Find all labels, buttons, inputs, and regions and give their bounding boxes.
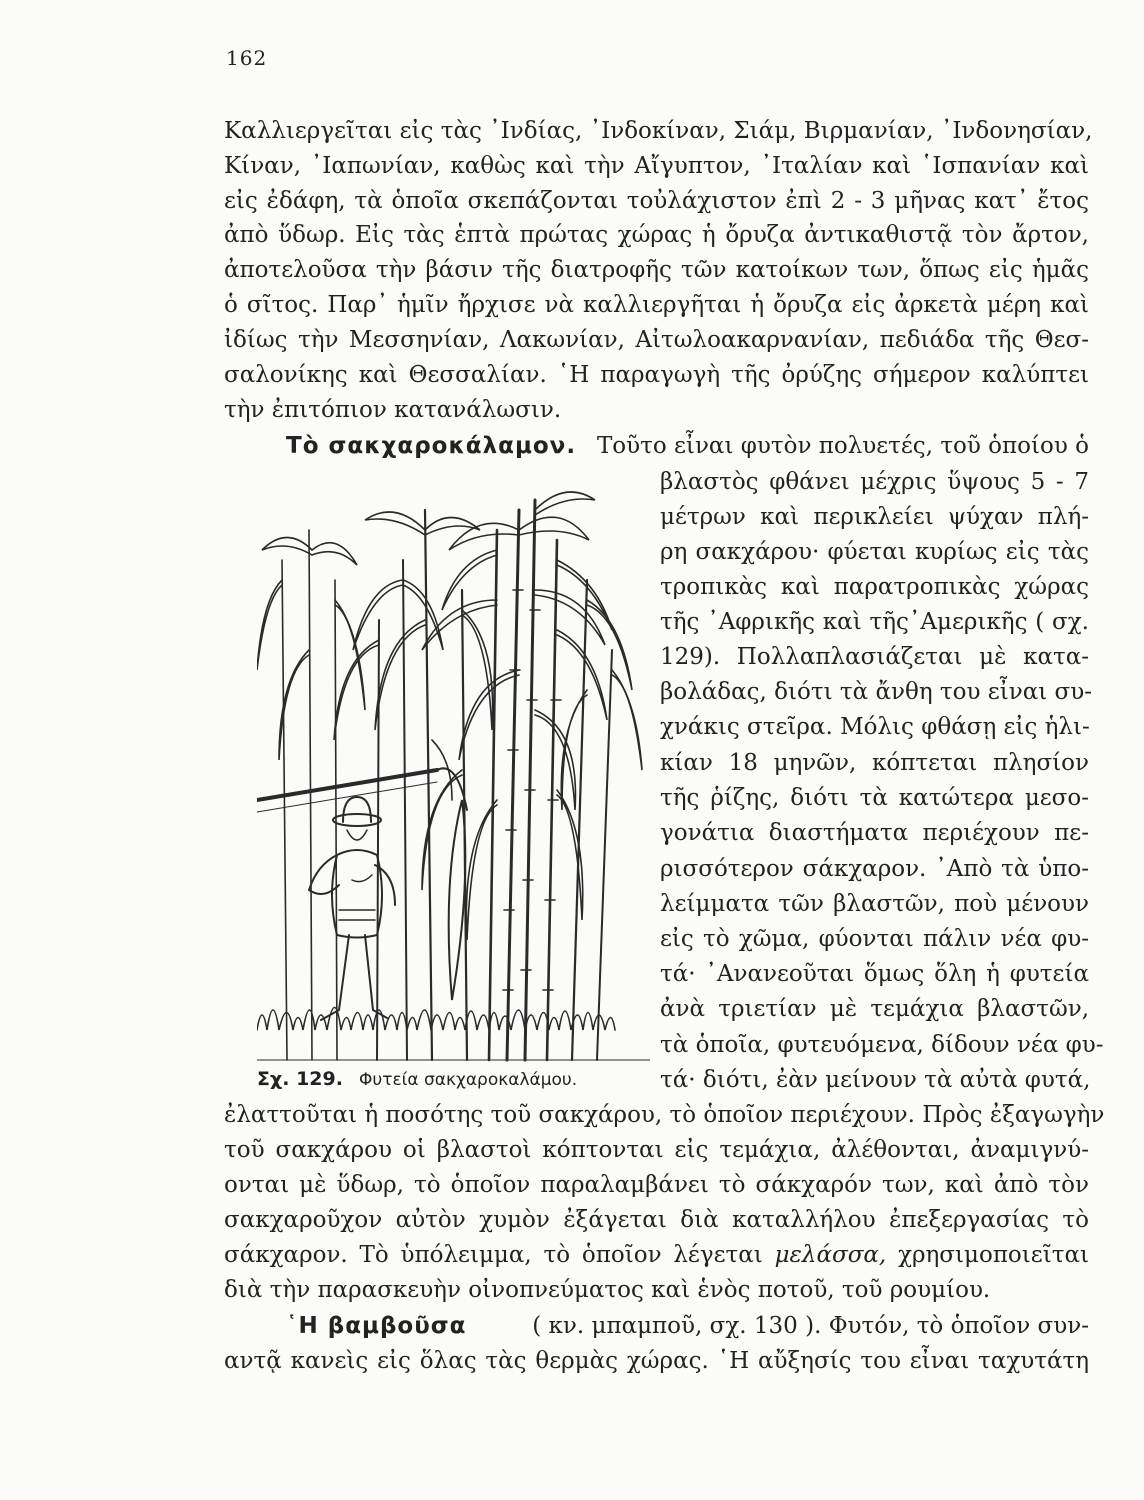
text-line: Καλλιεργεῖται εἰς τὰς ᾿Ινδίας, ᾿Ινδοκίναν, Σιάμ, Βιρμανίαν, ᾿Ινδονησίαν, (224, 118, 1093, 144)
side-text-line: ρη σακχάρου· φύεται κυρίως εἰς τὰς (660, 539, 1089, 565)
side-text-line: χνάκις στεῖρα. Μόλις φθάσῃ εἰς ἡλι- (660, 714, 1090, 740)
side-text-line: τῆς ῥίζης, διότι τὰ κατώτερα μεσο- (660, 785, 1089, 811)
sugarcane-illustration (257, 470, 650, 1065)
sugarcane-heading-line (224, 432, 1089, 460)
side-text-line: λείμματα τῶν βλαστῶν, ποὺ μένουν (660, 891, 1089, 917)
text-line: εἰς ἐδάφη, τὰ ὁποῖα σκεπάζονται τοὐλάχιστον ἐπὶ 2 - 3 μῆνας κατ᾿ ἔτος (224, 188, 1089, 214)
section-title-sugarcane: Τὸ σακχαροκάλαμον. (286, 433, 577, 459)
side-text-line: τά· διότι, ἐὰν μείνουν τὰ αὐτὰ φυτά, (660, 1067, 1091, 1093)
text-line: ὁ σῖτος. Παρ᾿ ἡμῖν ἤρχισε νὰ καλλιεργῆται ἡ ὄρυζα εἰς ἀρκετὰ μέρη καὶ (224, 292, 1089, 318)
text-segment: Τοῦτο εἶναι φυτὸν πολυετές, τοῦ ὁποίου ὁ (596, 433, 1089, 459)
side-text-line: τῆς ᾿Αφρικῆς καὶ τῆς᾿Αμερικῆς ( σχ. (660, 609, 1089, 635)
side-text-line: βολάδας, διότι τὰ ἄνθη του εἶναι συ- (660, 679, 1093, 705)
text-segment: χρησιμοποιεῖται (898, 1242, 1090, 1268)
side-text-line: γονάτια διαστήματα περιέχουν πε- (660, 820, 1089, 846)
text-line: αντᾷ κανεὶς εἰς ὅλας τὰς θερμὰς χώρας. ῾Η αὔξησίς του εἶναι ταχυτάτη (224, 1348, 1089, 1374)
text-segment: σάκχαρον. Τὸ ὑπόλειμμα, τὸ ὁποῖον λέγεται (224, 1242, 763, 1268)
text-line: ἰδίως τὴν Μεσσηνίαν, Λακωνίαν, Αἰτωλοακαρνανίαν, πεδιάδα τῆς Θεσ- (224, 327, 1089, 353)
text-line: Κίναν, ᾿Ιαπωνίαν, καθὼς καὶ τὴν Αἴγυπτον, ᾿Ιταλίαν καὶ ῾Ισπανίαν καὶ (224, 153, 1089, 179)
text-line: τὴν ἐπιτόπιον κατανάλωσιν. (224, 397, 562, 423)
page-number: 162 (226, 46, 268, 70)
text-line: τοῦ σακχάρου οἱ βλαστοὶ κόπτονται εἰς τεμάχια, ἀλέθονται, ἀναμιγνύ- (224, 1137, 1089, 1163)
side-text-line: βλαστὸς φθάνει μέχρις ὕψους 5 - 7 (660, 469, 1089, 495)
text-line: ἀπὸ ὕδωρ. Εἰς τὰς ἑπτὰ πρώτας χώρας ἡ ὄρυζα ἀντικαθιστᾷ τὸν ἄρτον, (224, 222, 1089, 248)
figure-caption-text: Φυτεία σακχαροκαλάμου. (359, 1070, 578, 1090)
text-line: ἐλαττοῦται ἡ ποσότης τοῦ σακχάρου, τὸ ὁποῖον περιέχουν. Πρὸς ἐξαγωγὴν (224, 1102, 1105, 1128)
side-text-line: μέτρων καὶ περικλείει ψύχαν πλή- (660, 504, 1089, 530)
figure-caption (257, 1068, 650, 1090)
text-line: διὰ τὴν παρασκευὴν οἰνοπνεύματος καὶ ἑνὸς ποτοῦ, τοῦ ρουμίου. (224, 1277, 991, 1303)
text-segment: ( κν. μπαμποῦ, σχ. 130 ). Φυτόν, τὸ ὁποῖον συν- (532, 1313, 1089, 1339)
side-text-line: ἀνὰ τριετίαν μὲ τεμάχια βλαστῶν, (660, 996, 1089, 1022)
text-line: σακχαροῦχον αὐτὸν χυμὸν ἐξάγεται διὰ καταλλήλου ἐπεξεργασίας τὸ (224, 1207, 1089, 1233)
emphasis-term: μελάσσα, (774, 1242, 887, 1268)
bamboo-heading-line (224, 1312, 1089, 1340)
text-line: σαλονίκης καὶ Θεσσαλίαν. ῾Η παραγωγὴ τῆς ὀρύζης σήμερον καλύπτει (224, 362, 1089, 388)
side-text-line: 129). Πολλαπλασιάζεται μὲ κατα- (660, 644, 1089, 670)
section-title-bamboo: ῾Η βαμβοῦσα (286, 1313, 467, 1339)
side-text-line: κίαν 18 μηνῶν, κόπτεται πλησίον (660, 750, 1089, 776)
text-line: ονται μὲ ὕδωρ, τὸ ὁποῖον παραλαμβάνει τὸ σάκχαρόν των, καὶ ἀπὸ τὸν (224, 1172, 1089, 1198)
side-text-line: τὰ ὁποῖα, φυτευόμενα, δίδουν νέα φυ- (660, 1032, 1104, 1058)
side-text-line: εἰς τὸ χῶμα, φύονται πάλιν νέα φυ- (660, 926, 1089, 952)
side-text-line: ρισσότερον σάκχαρον. ᾿Απὸ τὰ ὑπο- (660, 856, 1089, 882)
side-text-line: τά· ᾿Ανανεοῦται ὅμως ὅλη ἡ φυτεία (660, 961, 1089, 987)
text-line (224, 1241, 1089, 1269)
side-text-line: τροπικὰς καὶ παρατροπικὰς χώρας (660, 574, 1089, 600)
text-line: ἀποτελοῦσα τὴν βάσιν τῆς διατροφῆς τῶν κατοίκων των, ὅπως εἰς ἡμᾶς (224, 257, 1089, 283)
figure-label: Σχ. 129. (257, 1068, 343, 1090)
